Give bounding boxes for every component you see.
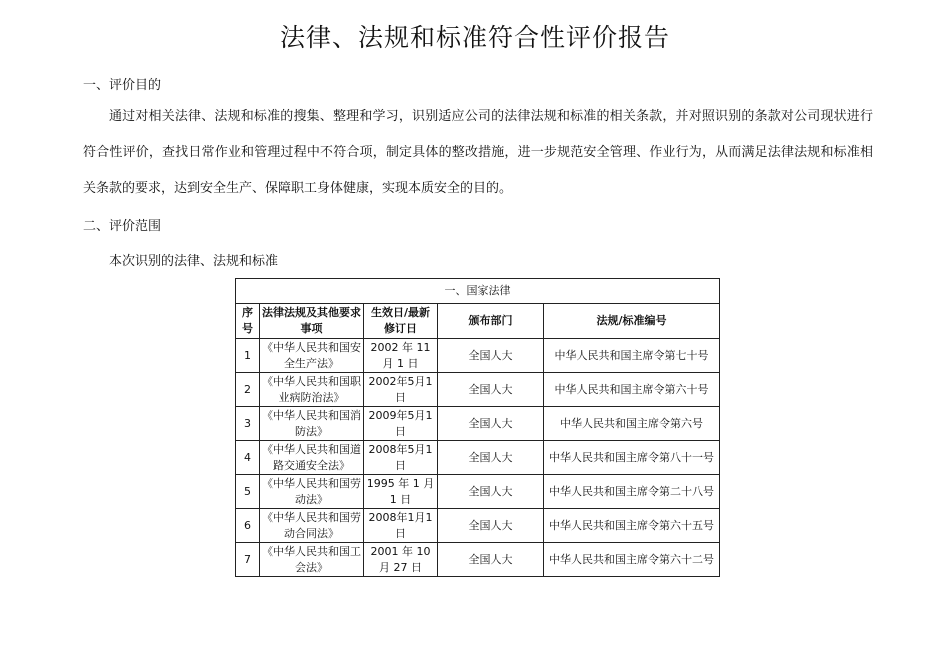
table-row: [236, 441, 720, 475]
cell-name: 《中华人民共和国劳动合同法》: [260, 509, 364, 543]
cell-name: 《中华人民共和国道路交通安全法》: [260, 441, 364, 475]
table-row: [236, 339, 720, 373]
scope-subtext: 本次识别的法律、法规和标准: [109, 254, 279, 269]
cell-date: 2002年5月1日: [364, 373, 438, 407]
law-table: [235, 278, 720, 577]
cell-date: 2008年1月1日: [364, 509, 438, 543]
cell-no: 4: [236, 441, 260, 475]
cell-name: 《中华人民共和国职业病防治法》: [260, 373, 364, 407]
cell-dept: 全国人大: [438, 509, 544, 543]
cell-date: 2001 年 10 月 27 日: [364, 543, 438, 577]
cell-no: 3: [236, 407, 260, 441]
cell-code: 中华人民共和国主席令第七十号: [544, 339, 720, 373]
cell-date: 2009年5月1日: [364, 407, 438, 441]
cell-dept: 全国人大: [438, 475, 544, 509]
cell-date: 1995 年 1 月 1 日: [364, 475, 438, 509]
table-row: [236, 543, 720, 577]
cell-no: 2: [236, 373, 260, 407]
cell-date: 2002 年 11 月 1 日: [364, 339, 438, 373]
cell-name: 《中华人民共和国工会法》: [260, 543, 364, 577]
cell-no: 5: [236, 475, 260, 509]
cell-name: 《中华人民共和国劳动法》: [260, 475, 364, 509]
header-cell-name: 法律法规及其他要求事项: [260, 304, 364, 339]
cell-name: 《中华人民共和国安全生产法》: [260, 339, 364, 373]
table-row: [236, 407, 720, 441]
cell-code: 中华人民共和国主席令第六十号: [544, 373, 720, 407]
cell-dept: 全国人大: [438, 339, 544, 373]
header-cell-dept: 颁布部门: [438, 304, 544, 339]
cell-code: 中华人民共和国主席令第六十五号: [544, 509, 720, 543]
table-section-label: 一、国家法律: [236, 279, 720, 304]
header-cell-no: 序号: [236, 304, 260, 339]
table-row: [236, 373, 720, 407]
table-section-row: [236, 279, 720, 304]
cell-code: 中华人民共和国主席令第二十八号: [544, 475, 720, 509]
table-row: [236, 509, 720, 543]
cell-dept: 全国人大: [438, 407, 544, 441]
table-header-row: [236, 304, 720, 339]
cell-dept: 全国人大: [438, 373, 544, 407]
cell-code: 中华人民共和国主席令第六十二号: [544, 543, 720, 577]
cell-no: 6: [236, 509, 260, 543]
cell-code: 中华人民共和国主席令第八十一号: [544, 441, 720, 475]
table-row: [236, 475, 720, 509]
cell-no: 1: [236, 339, 260, 373]
purpose-paragraph: 通过对相关法律、法规和标准的搜集、整理和学习，识别适应公司的法律法规和标准的相关条款，并对照识别的条款对公司现状进行符合性评价，查找日常作业和管理过程中不符合项，制定具体的整改措施，进一步规范安全管理、作业行为，从而满足法律法规和标准相关条款的要求，达到安全生产、保障职工身体健康，实现本质安全的目的。: [83, 109, 873, 196]
cell-dept: 全国人大: [438, 543, 544, 577]
cell-no: 7: [236, 543, 260, 577]
header-cell-date: 生效日/最新修订日: [364, 304, 438, 339]
page-title: 法律、法规和标准符合性评价报告: [279, 23, 670, 52]
section-heading-purpose: 一、评价目的: [83, 78, 162, 93]
cell-code: 中华人民共和国主席令第六号: [544, 407, 720, 441]
header-cell-code: 法规/标准编号: [544, 304, 720, 339]
cell-date: 2008年5月1日: [364, 441, 438, 475]
cell-name: 《中华人民共和国消防法》: [260, 407, 364, 441]
section-heading-scope: 二、评价范围: [83, 219, 162, 234]
cell-dept: 全国人大: [438, 441, 544, 475]
